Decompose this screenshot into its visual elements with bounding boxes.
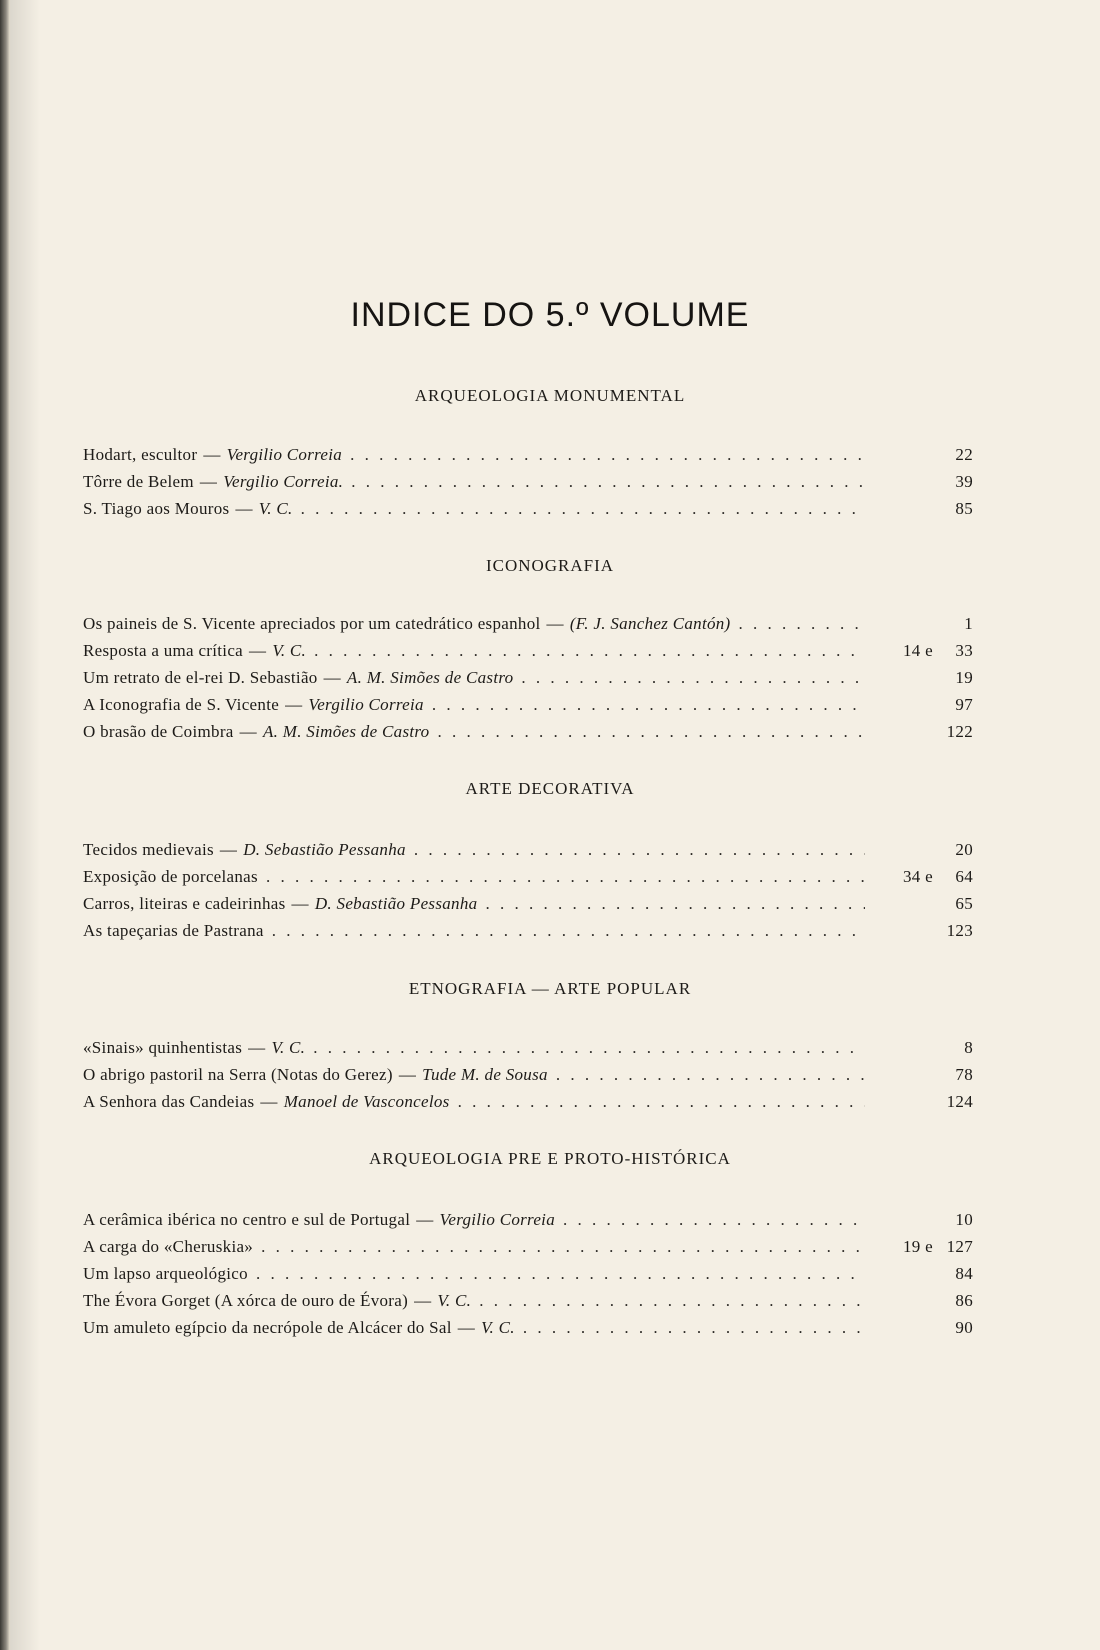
entry-separator: —: [199, 472, 218, 491]
index-entry: [83, 469, 973, 495]
entry-page: 65: [955, 894, 973, 913]
entry-page: 84: [955, 1264, 973, 1283]
section-heading: ETNOGRAFIA — ARTE POPULAR: [408, 979, 692, 998]
entry-page: 33: [955, 641, 973, 660]
entry-author: Vergilio Correia.: [223, 472, 344, 491]
entry-title: Um amuleto egípcio da necrópole de Alcácer do Sal: [83, 1318, 452, 1337]
index-entry: [83, 442, 973, 468]
entry-page: 124: [946, 1092, 973, 1111]
entry-page: 10: [955, 1210, 973, 1229]
index-entry: [83, 611, 973, 637]
entry-title: Hodart, escultor: [83, 445, 198, 464]
dot-leader: [563, 1207, 865, 1233]
entry-separator: —: [323, 668, 341, 687]
dot-leader: [256, 1261, 865, 1287]
entry-author: Manoel de Vasconcelos: [283, 1092, 450, 1111]
entry-author: (F. J. Sanchez Cantón): [569, 614, 731, 633]
index-entry: [83, 1261, 973, 1287]
dot-leader: [437, 719, 865, 745]
dot-leader: [314, 638, 865, 664]
entry-extra-page: 34 e: [903, 867, 933, 886]
entry-separator: —: [457, 1318, 476, 1337]
entry-separator: —: [546, 614, 564, 633]
dot-leader: [485, 891, 865, 917]
index-entry: [83, 692, 973, 718]
dot-leader: [479, 1288, 865, 1314]
entry-separator: —: [260, 1092, 278, 1111]
entry-author: A. M. Simões de Castro: [346, 668, 514, 687]
entry-title: Resposta a uma crítica: [83, 641, 244, 660]
index-entry: [83, 1315, 973, 1341]
index-entry: [83, 864, 973, 890]
entry-page: 97: [955, 695, 973, 714]
dot-leader: [313, 1035, 865, 1061]
entry-title: O abrigo pastoril na Serra (Notas do Gerez): [83, 1065, 393, 1084]
entry-page: 123: [946, 921, 973, 940]
entry-author: V. C.: [258, 499, 293, 518]
entry-author: V. C.: [437, 1291, 472, 1310]
entry-author: V. C.: [271, 1038, 306, 1057]
entry-page: 1: [964, 614, 973, 633]
entry-extra-page: 14 e: [903, 641, 933, 660]
entry-author: Tude M. de Sousa: [422, 1065, 548, 1084]
entry-separator: —: [416, 1210, 434, 1229]
entry-title: A Senhora das Candeias: [83, 1092, 255, 1111]
section-heading: ARQUEOLOGIA MONUMENTAL: [414, 386, 686, 405]
entry-title: The Évora Gorget (A xórca de ouro de Évora): [83, 1291, 409, 1310]
entry-page: 78: [955, 1065, 973, 1084]
entry-page: 22: [955, 445, 973, 464]
index-entry: [83, 638, 973, 664]
entry-page: 19: [955, 668, 973, 687]
entry-author: Vergilio Correia: [226, 445, 343, 464]
entry-page: 86: [955, 1291, 973, 1310]
index-entry: [83, 719, 973, 745]
entry-page: 85: [955, 499, 973, 518]
dot-leader: [414, 837, 865, 863]
entry-extra-page: 19 e: [903, 1237, 933, 1256]
entry-author: D. Sebastião Pessanha: [314, 894, 478, 913]
entry-title: Um retrato de el-rei D. Sebastião: [83, 668, 318, 687]
entry-page: 127: [946, 1237, 973, 1256]
entry-title: As tapeçarias de Pastrana: [83, 921, 264, 940]
index-entry: [83, 891, 973, 917]
index-entry: [83, 1234, 973, 1260]
entry-separator: —: [235, 499, 253, 518]
entry-title: Os paineis de S. Vicente apreciados por um catedrático espanhol: [83, 614, 541, 633]
entry-author: V. C.: [272, 641, 307, 660]
index-entry: [83, 837, 973, 863]
entry-title: Exposição de porcelanas: [83, 867, 258, 886]
dot-leader: [272, 918, 865, 944]
dot-leader: [350, 442, 865, 468]
entry-page: 64: [955, 867, 973, 886]
gutter-shadow: [10, 0, 40, 1650]
dot-leader: [351, 469, 865, 495]
entry-page: 8: [964, 1038, 973, 1057]
entry-separator: —: [248, 1038, 266, 1057]
dot-leader: [458, 1089, 865, 1115]
entry-page: 122: [946, 722, 973, 741]
entry-author: D. Sebastião Pessanha: [243, 840, 406, 859]
index-entry: [83, 496, 973, 522]
entry-page: 90: [955, 1318, 973, 1337]
entry-separator: —: [239, 722, 257, 741]
index-entry: [83, 1207, 973, 1233]
index-entry: [83, 665, 973, 691]
index-entry: [83, 1288, 973, 1314]
entry-separator: —: [414, 1291, 432, 1310]
dot-leader: [301, 496, 865, 522]
dot-leader: [432, 692, 865, 718]
entry-title: S. Tiago aos Mouros: [83, 499, 230, 518]
entry-separator: —: [291, 894, 309, 913]
entry-separator: —: [219, 840, 238, 859]
entry-title: Tecidos medievais: [83, 840, 214, 859]
section-heading: ARTE DECORATIVA: [465, 779, 635, 798]
entry-page: 20: [955, 840, 973, 859]
entry-title: A Iconografia de S. Vicente: [83, 695, 280, 714]
entry-title: A carga do «Cheruskia»: [83, 1237, 254, 1256]
page-title: INDICE DO 5.º VOLUME: [350, 296, 750, 334]
entry-author: Vergilio Correia: [308, 695, 424, 714]
dot-leader: [556, 1062, 865, 1088]
dot-leader: [523, 1315, 865, 1341]
entry-separator: —: [285, 695, 303, 714]
entry-author: Vergilio Correia: [439, 1210, 556, 1229]
dot-leader: [521, 665, 865, 691]
entry-separator: —: [398, 1065, 417, 1084]
dot-leader: [266, 864, 865, 890]
entry-separator: —: [249, 641, 267, 660]
dot-leader: [261, 1234, 865, 1260]
entry-page: 39: [955, 472, 973, 491]
entry-author: V. C.: [481, 1318, 515, 1337]
entry-title: O brasão de Coimbra: [83, 722, 234, 741]
entry-title: Um lapso arqueológico: [83, 1264, 248, 1283]
book-gutter: [0, 0, 10, 1650]
index-entry: [83, 918, 973, 944]
entry-title: Carros, liteiras e cadeirinhas: [83, 894, 286, 913]
entry-title: A cerâmica ibérica no centro e sul de Portugal: [83, 1210, 411, 1229]
entry-title: «Sinais» quinhentistas: [83, 1038, 243, 1057]
index-entry: [83, 1089, 973, 1115]
section-heading: ICONOGRAFIA: [485, 556, 615, 575]
index-entry: [83, 1035, 973, 1061]
entry-title: Tôrre de Belem: [83, 472, 194, 491]
index-entry: [83, 1062, 973, 1088]
entry-author: A. M. Simões de Castro: [262, 722, 430, 741]
entry-separator: —: [203, 445, 221, 464]
dot-leader: [739, 611, 865, 637]
section-heading: ARQUEOLOGIA PRE E PROTO-HISTÓRICA: [369, 1149, 731, 1168]
